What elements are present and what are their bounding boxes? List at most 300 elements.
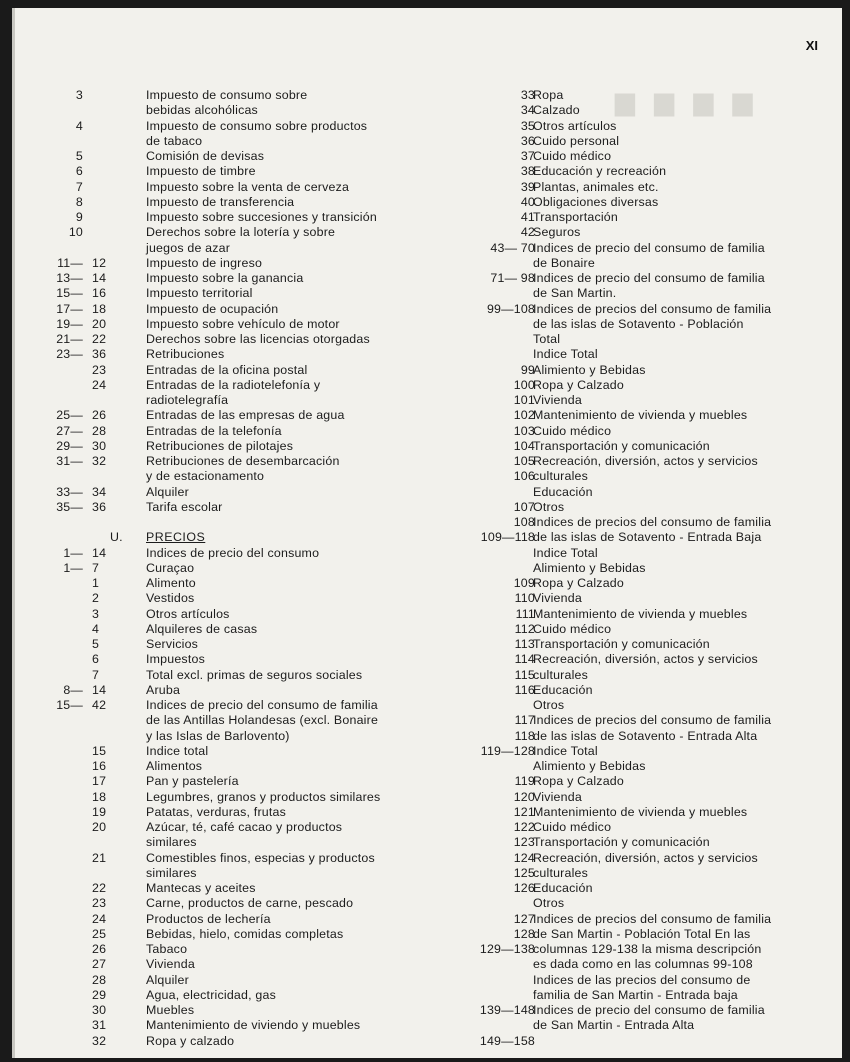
index-entry-label: Impuesto sobre la ganancia	[146, 271, 304, 285]
left-index-row	[43, 546, 543, 561]
left-index-row	[43, 774, 543, 789]
column-range-end: 31	[92, 1018, 107, 1033]
left-index-row	[43, 241, 543, 256]
left-index-row	[43, 88, 543, 103]
column-range-start: 8	[75, 194, 83, 209]
left-index-row	[43, 790, 543, 805]
right-index-row	[533, 881, 845, 896]
index-entry-label: de las Antillas Holandesas (excl. Bonaire	[146, 713, 379, 728]
left-index-row	[43, 591, 543, 606]
left-index-row	[43, 988, 543, 1003]
index-entry-label: Vivienda	[146, 957, 195, 972]
column-number: 39	[520, 179, 535, 194]
index-description: Plantas, animales etc.	[533, 179, 659, 194]
column-range-start: 1—	[63, 560, 83, 575]
index-description: Ropa y Calzado	[533, 774, 624, 789]
column-range-start: 19—	[56, 316, 83, 331]
column-number: 139—148	[479, 1003, 535, 1017]
left-index-row	[43, 515, 543, 530]
right-index-row	[533, 530, 845, 545]
right-index-row	[533, 241, 845, 256]
column-number: 129—138	[479, 942, 535, 956]
left-index-row	[43, 973, 543, 988]
column-range-start: 3	[75, 88, 83, 102]
column-range-end: 6	[92, 652, 100, 667]
left-index-row	[43, 729, 543, 744]
index-entry-label: Mantenimiento de viviendo y muebles	[146, 1018, 361, 1033]
column-range-start: 1—	[63, 545, 83, 560]
left-index-row	[43, 835, 543, 850]
left-index-row	[43, 317, 543, 332]
left-index-row	[43, 927, 543, 942]
left-index-row	[43, 1018, 543, 1033]
index-description: Transportación	[533, 210, 618, 224]
right-index-row	[533, 912, 845, 927]
column-range-end: 42	[92, 698, 107, 712]
column-number: 128	[513, 926, 535, 941]
show-through-ghost: ▆ ▆ ▆ ▆	[615, 86, 759, 116]
index-description: familia de San Martin - Entrada baja	[533, 987, 738, 1002]
column-number: 35	[520, 118, 535, 133]
column-range-start: 25—	[56, 408, 83, 423]
right-index-row	[533, 332, 845, 347]
index-entry-label: Ropa y calzado	[146, 1033, 235, 1048]
column-range-end: 4	[92, 621, 100, 636]
index-entry-label: Alquiler	[146, 484, 189, 499]
left-index-row	[43, 485, 543, 500]
right-index-row	[533, 378, 845, 393]
column-range-start: 29—	[56, 438, 83, 453]
left-index-row	[43, 896, 543, 911]
column-range-end: 26	[92, 408, 107, 423]
left-index-column	[43, 88, 543, 1049]
column-number: 103	[513, 423, 535, 438]
index-description: Recreación, diversión, actos y servicios	[533, 850, 758, 865]
right-index-row	[533, 851, 845, 866]
index-description: Cuido médico	[533, 820, 612, 834]
index-description: Mantenimiento de vivienda y muebles	[533, 606, 748, 621]
right-index-row	[533, 729, 845, 744]
column-range-end: 16	[92, 759, 107, 773]
left-index-row	[43, 424, 543, 439]
right-index-row	[533, 805, 845, 820]
index-entry-label: Impuesto sobre vehículo de motor	[146, 316, 340, 331]
right-index-row	[533, 195, 845, 210]
index-description: Vivienda	[533, 591, 582, 606]
index-entry-label: Retribuciones	[146, 347, 225, 362]
right-index-row	[533, 485, 845, 500]
column-range-start: 15—	[56, 698, 83, 712]
column-number: 111	[515, 606, 535, 621]
index-entry-label: Legumbres, granos y productos similares	[146, 789, 381, 804]
column-range-end: 30	[92, 1003, 107, 1017]
column-range-start: 13—	[56, 271, 83, 285]
column-number: 117	[514, 713, 535, 728]
column-range-end: 30	[92, 438, 107, 453]
left-index-row	[43, 683, 543, 698]
column-number: 119—128	[480, 743, 535, 758]
left-index-row	[43, 912, 543, 927]
index-description: Transportación y comunicación	[533, 835, 710, 850]
index-entry-label: Entradas de la radiotelefonía y	[146, 377, 321, 392]
index-description: Indices de precios del consumo de familia	[533, 301, 772, 316]
index-entry-label: Curaçao	[146, 560, 195, 575]
left-index-row	[43, 652, 543, 667]
left-index-row	[43, 347, 543, 362]
right-index-row	[533, 454, 845, 469]
right-index-row	[533, 790, 845, 805]
column-number: 104	[513, 438, 535, 453]
index-description: Educación	[533, 484, 593, 499]
column-range-start: 15—	[56, 286, 83, 301]
column-range-end: 2	[92, 591, 100, 606]
index-description: Ropa	[533, 88, 564, 102]
left-index-row	[43, 957, 543, 972]
index-entry-label: Vestidos	[146, 591, 195, 606]
right-index-row	[533, 164, 845, 179]
column-number: 99	[520, 362, 535, 377]
right-index-row	[533, 180, 845, 195]
right-index-row	[533, 363, 845, 378]
right-index-row	[533, 347, 845, 362]
column-range-end: 21	[92, 850, 107, 865]
index-entry-label: Agua, electricidad, gas	[146, 987, 276, 1002]
index-description: Cuido personal	[533, 133, 620, 148]
left-index-row	[43, 1003, 543, 1018]
column-number: 109—118	[480, 530, 535, 545]
index-description: de San Martin.	[533, 286, 617, 301]
column-range-start: 23—	[56, 347, 83, 362]
right-index-row	[533, 820, 845, 835]
column-range-start: 11—	[57, 255, 83, 270]
right-index-row	[533, 927, 845, 942]
left-index-row	[43, 530, 543, 545]
left-index-row	[43, 622, 543, 637]
index-entry-label: Tabaco	[146, 942, 188, 956]
column-range-end: 7	[92, 667, 100, 682]
column-range-end: 34	[92, 484, 107, 499]
page-number: XI	[805, 38, 818, 53]
index-description: Alimiento y Bebidas	[533, 560, 646, 575]
index-description: Indices de precio del consumo de familia	[533, 271, 765, 285]
index-entry-label: Comestibles finos, especias y productos	[146, 850, 375, 865]
column-range-end: 22	[92, 332, 107, 346]
right-index-row	[533, 866, 845, 881]
left-index-row	[43, 134, 543, 149]
right-index-row	[533, 546, 845, 561]
left-index-row	[43, 149, 543, 164]
left-index-row	[43, 439, 543, 454]
column-number: 102	[513, 408, 535, 423]
left-index-row	[43, 805, 543, 820]
index-description: Ropa y Calzado	[533, 377, 624, 392]
index-description: Indice Total	[533, 545, 598, 560]
index-entry-label: Impuesto de transferencia	[146, 194, 295, 209]
index-entry-label: Alquiler	[146, 972, 189, 987]
index-description: de las islas de Sotavento - Entrada Alta	[533, 728, 758, 743]
left-index-row	[43, 195, 543, 210]
column-range-end: 3	[92, 606, 100, 621]
column-range-end: 36	[92, 499, 107, 514]
column-number: 109	[513, 576, 535, 590]
index-description: columnas 129-138 la misma descripción	[533, 942, 762, 956]
right-index-row	[533, 256, 845, 271]
column-range-end: 20	[92, 820, 107, 834]
index-entry-label: Impuestos	[146, 652, 205, 667]
left-index-row	[43, 576, 543, 591]
index-entry-label: Patatas, verduras, frutas	[146, 804, 286, 819]
index-entry-label: similares	[146, 835, 197, 850]
column-number: 107	[513, 499, 535, 514]
index-entry-label: Pan y pastelería	[146, 774, 239, 789]
right-index-row	[533, 424, 845, 439]
column-range-end: 18	[92, 789, 107, 804]
right-index-row	[533, 88, 845, 103]
column-range-end: 15	[92, 743, 107, 758]
column-range-end: 22	[92, 881, 107, 895]
index-entry-label: Entradas de las empresas de agua	[146, 408, 345, 423]
index-description: Vivienda	[533, 789, 582, 804]
left-index-row	[43, 500, 543, 515]
column-range-end: 36	[92, 347, 107, 362]
index-description: Recreación, diversión, actos y servicios	[533, 652, 758, 667]
column-number: 99—108	[486, 301, 535, 316]
index-entry-label: Comisión de devisas	[146, 149, 265, 163]
column-range-end: 24	[92, 911, 107, 926]
index-entry-label: y las Islas de Barlovento)	[146, 728, 290, 743]
section-marker: U.	[110, 530, 123, 545]
index-entry-label: Indice total	[146, 743, 209, 758]
column-range-start: 17—	[56, 301, 83, 316]
index-entry-label: Impuesto sobre la venta de cerveza	[146, 179, 350, 194]
column-number: 105	[513, 454, 535, 468]
index-description: Ropa y Calzado	[533, 576, 624, 590]
column-range-start: 5	[75, 149, 83, 163]
right-index-row	[533, 835, 845, 850]
column-number: 120	[513, 789, 535, 804]
column-number: 124	[513, 850, 535, 865]
index-entry-label: y de estacionamento	[146, 469, 265, 484]
index-description: culturales	[533, 667, 589, 682]
index-description: Recreación, diversión, actos y servicios	[533, 454, 758, 468]
index-description: Educación	[533, 881, 593, 895]
column-number: 119	[514, 774, 535, 789]
index-description: Indices de precios del consumo de familia	[533, 515, 772, 529]
column-range-start: 8—	[63, 682, 83, 697]
column-range-end: 1	[92, 576, 100, 590]
right-index-row	[533, 210, 845, 225]
left-index-row	[43, 637, 543, 652]
left-index-row	[43, 363, 543, 378]
index-entry-label: Derechos sobre la lotería y sobre	[146, 225, 336, 240]
right-index-row	[533, 302, 845, 317]
left-index-row	[43, 866, 543, 881]
left-index-row	[43, 210, 543, 225]
index-entry-label: Mantecas y aceites	[146, 881, 256, 895]
column-number: 113	[514, 637, 535, 651]
column-range-end: 23	[92, 362, 107, 377]
index-entry-label: Indices de precio del consumo	[146, 545, 320, 560]
column-number: 121	[513, 804, 535, 819]
column-range-end	[92, 530, 146, 545]
right-index-row	[533, 698, 845, 713]
column-number: 101	[513, 393, 535, 407]
column-number: 118	[514, 728, 535, 743]
right-index-row	[533, 561, 845, 576]
index-entry-label: Muebles	[146, 1003, 195, 1017]
right-index-row	[533, 744, 845, 759]
index-entry-label: bebidas alcohólicas	[146, 103, 258, 118]
index-entry-label: de tabaco	[146, 133, 203, 148]
index-description: Indices de precio del consumo de familia	[533, 1003, 765, 1017]
column-range-end: 5	[92, 637, 100, 651]
left-index-row	[43, 225, 543, 240]
column-range-end: 24	[92, 377, 107, 392]
column-number: 123	[513, 835, 535, 850]
index-description: de Bonaire	[533, 255, 595, 270]
left-index-row	[43, 286, 543, 301]
document-page	[12, 8, 842, 1058]
column-range-start: 6	[75, 164, 83, 179]
right-index-row	[533, 607, 845, 622]
index-entry-label: similares	[146, 865, 197, 880]
left-index-row	[43, 103, 543, 118]
column-number: 38	[520, 164, 535, 179]
index-entry-label: Indices de precio del consumo de familia	[146, 698, 378, 712]
right-index-row	[533, 393, 845, 408]
column-range-end: 14	[92, 682, 107, 697]
column-range-end: 28	[92, 423, 107, 438]
index-entry-label: radiotelegrafía	[146, 393, 229, 407]
right-index-row	[533, 286, 845, 301]
index-description: de las islas de Sotavento - Entrada Baja	[533, 530, 762, 545]
column-number: 115	[514, 667, 535, 682]
column-range-end: 12	[92, 255, 107, 270]
column-range-start: 27—	[56, 423, 83, 438]
index-description: es dada como en las columnas 99-108	[533, 957, 753, 972]
column-range-end: 16	[92, 286, 107, 301]
section-heading: PRECIOS	[146, 530, 206, 545]
index-entry-label: Impuesto de ocupación	[146, 301, 279, 316]
index-entry-label: Retribuciones de desembarcación	[146, 454, 340, 468]
right-index-row	[533, 317, 845, 332]
column-number: 126	[513, 881, 535, 895]
column-number: 108	[513, 515, 535, 529]
index-entry-label: Alimentos	[146, 759, 203, 773]
column-number: 125	[513, 865, 535, 880]
right-index-row	[533, 515, 845, 530]
right-index-row	[533, 759, 845, 774]
column-range-end: 25	[92, 926, 107, 941]
column-range-start: 10	[68, 225, 83, 240]
index-description: Cuido médico	[533, 621, 612, 636]
index-description: de las islas de Sotavento - Población	[533, 316, 744, 331]
index-description: Alimiento y Bebidas	[533, 362, 646, 377]
index-description: Otros	[533, 499, 565, 514]
right-index-row	[533, 896, 845, 911]
column-number: 149—158	[479, 1033, 535, 1048]
right-index-row	[533, 149, 845, 164]
left-index-row	[43, 256, 543, 271]
index-entry-label: Impuesto de consumo sobre productos	[146, 118, 368, 133]
index-entry-label: Impuesto sobre succesiones y transición	[146, 210, 377, 224]
column-number: 100	[513, 377, 535, 392]
right-index-row	[533, 668, 845, 683]
index-description: culturales	[533, 865, 589, 880]
column-number: 122	[513, 820, 535, 834]
right-index-row	[533, 134, 845, 149]
right-index-row	[533, 271, 845, 286]
left-index-row	[43, 881, 543, 896]
right-index-row	[533, 408, 845, 423]
index-description: Mantenimiento de vivienda y muebles	[533, 804, 748, 819]
left-index-row	[43, 332, 543, 347]
left-index-row	[43, 119, 543, 134]
column-range-end: 26	[92, 942, 107, 956]
right-index-row	[533, 988, 845, 1003]
index-description: de San Martin - Entrada Alta	[533, 1018, 695, 1033]
right-index-row	[533, 469, 845, 484]
left-index-row	[43, 454, 543, 469]
right-index-column	[533, 88, 845, 1034]
column-range-start: 4	[75, 118, 83, 133]
index-entry-label: Tarifa escolar	[146, 499, 223, 514]
left-index-row	[43, 180, 543, 195]
column-number: 41	[520, 210, 535, 224]
column-range-end: 29	[92, 987, 107, 1002]
index-entry-label: Entradas de la oficina postal	[146, 362, 308, 377]
index-entry-label: Aruba	[146, 682, 181, 697]
right-index-row	[533, 652, 845, 667]
column-range-start: 7	[75, 179, 83, 194]
right-index-row	[533, 942, 845, 957]
index-description: Indices de precio del consumo de familia	[533, 240, 765, 255]
column-number: 114	[514, 652, 535, 667]
index-entry-label: Impuesto de timbre	[146, 164, 256, 179]
column-number: 34	[520, 103, 535, 118]
column-range-end: 14	[92, 271, 107, 285]
left-index-row	[43, 561, 543, 576]
index-entry-label: Impuesto territorial	[146, 286, 253, 301]
right-index-row	[533, 973, 845, 988]
left-index-row	[43, 469, 543, 484]
right-index-row	[533, 683, 845, 698]
column-number: 43— 70	[490, 240, 535, 255]
left-index-row	[43, 744, 543, 759]
column-number: 33	[520, 88, 535, 102]
index-description: Educación y recreación	[533, 164, 667, 179]
left-index-row	[43, 713, 543, 728]
right-index-row	[533, 637, 845, 652]
index-entry-label: Bebidas, hielo, comidas completas	[146, 926, 344, 941]
index-description: de San Martin - Población Total En las	[533, 926, 751, 941]
column-number: 36	[520, 133, 535, 148]
right-index-row	[533, 500, 845, 515]
index-entry-label: Retribuciones de pilotajes	[146, 438, 294, 453]
index-description: Indice Total	[533, 743, 598, 758]
index-description: Seguros	[533, 225, 581, 240]
index-description: Otros	[533, 896, 565, 911]
column-range-end: 28	[92, 972, 107, 987]
column-range-end: 20	[92, 316, 107, 331]
index-description: Transportación y comunicación	[533, 637, 710, 651]
index-entry-label: Carne, productos de carne, pescado	[146, 896, 354, 911]
index-description: Vivienda	[533, 393, 582, 407]
left-index-row	[43, 942, 543, 957]
left-index-row	[43, 378, 543, 393]
index-description: Educación	[533, 682, 593, 697]
column-number: 127	[513, 911, 535, 926]
